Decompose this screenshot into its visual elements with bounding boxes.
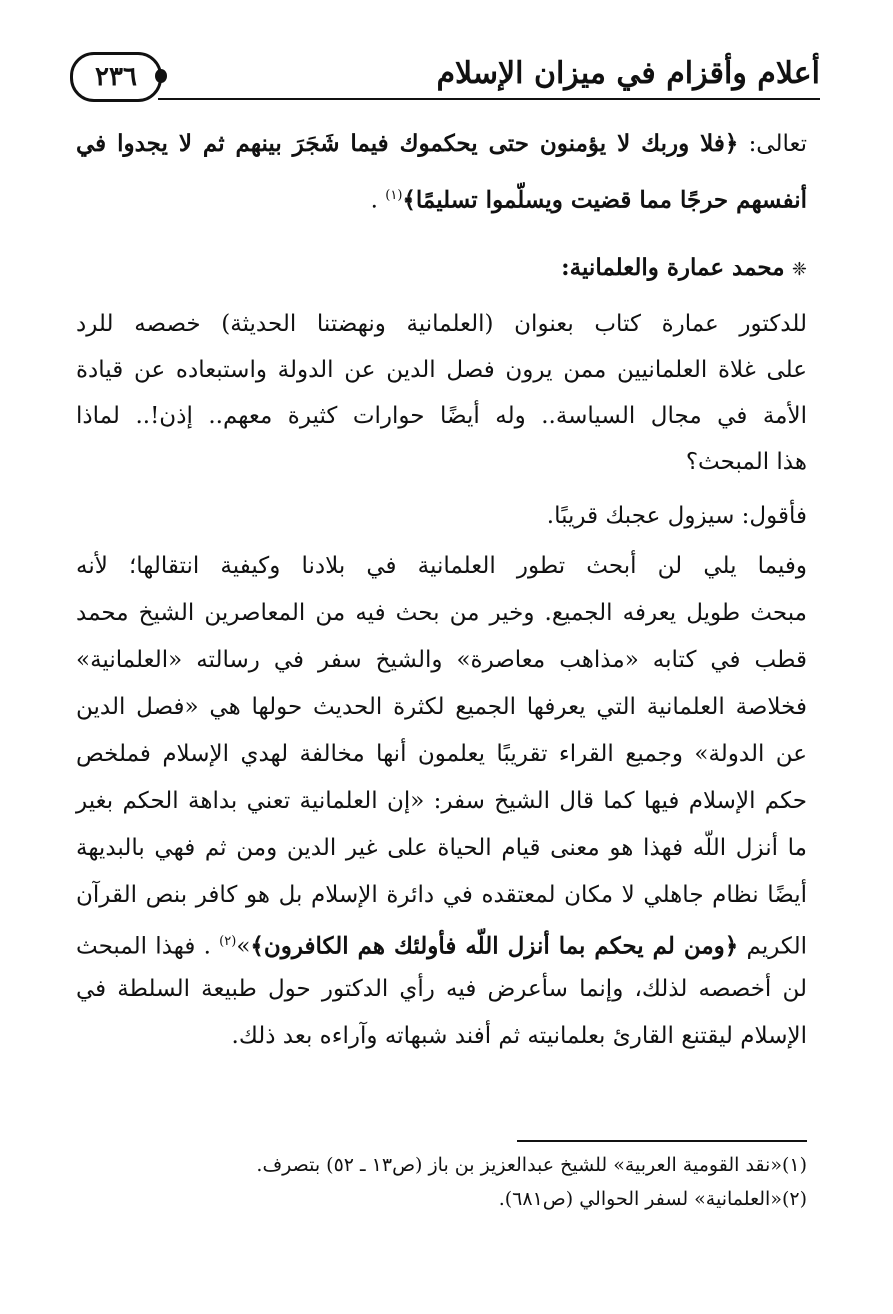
paragraph-1-line-3: الأمة في مجال السياسة.. وله أيضًا حوارات كثيرة معهم.. إذن!.. لماذا (76, 403, 807, 429)
star-icon: ❈ (791, 259, 807, 280)
section-heading (76, 248, 807, 290)
paragraph-3-line-5: عن الدولة» وجميع القراء تقريبًا يعلمون أنها مخالفة لهدي الإسلام فملخص (76, 741, 807, 767)
verse-text-2: أنفسهم حرجًا مما قضيت ويسلّموا تسليمًا﴾ (402, 186, 807, 214)
verse-end: . (370, 187, 378, 214)
paragraph-1-line-1: للدكتور عمارة كتاب بعنوان (العلمانية ونهضتنا الحديثة) خصصه للرد (76, 311, 807, 337)
page-number: ٢٣٦ (95, 62, 137, 92)
verse-text-1: ﴿فلا وربك لا يؤمنون حتى يحكموك فيما شَجَرَ بينهم ثم لا يجدوا في (76, 130, 739, 157)
footnote-1: (١)«نقد القومية العربية» للشيخ عبدالعزيز بن باز (ص١٣ ـ ٥٢) بتصرف. (256, 1154, 807, 1176)
verse-intro: تعالى: (748, 131, 807, 157)
paragraph-3-line-6: حكم الإسلام فيها كما قال الشيخ سفر: «إن العلمانية تعني بداهة الحكم بغير (76, 788, 807, 814)
quote-close: » (236, 933, 251, 960)
paragraph-3-line-10: لن أخصصه لذلك، وإنما سأعرض فيه رأي الدكتور حول طبيعة السلطة في (76, 976, 807, 1002)
header-rule (158, 98, 820, 100)
paragraph-3-line-11: الإسلام ليقتنع القارئ بعلمانيته ثم أفند شبهاته وآراءه بعد ذلك. (231, 1023, 807, 1049)
verse-line-1 (76, 124, 807, 164)
paragraph-3-line-2: مبحث طويل يعرفه الجميع. وخير من بحث فيه من المعاصرين الشيخ محمد (76, 600, 807, 626)
paragraph-2: فأقول: سيزول عجبك قريبًا. (546, 503, 807, 529)
line-9-end: . فهذا المبحث (76, 933, 211, 960)
footnote-ref-2: (٢) (219, 934, 237, 949)
book-title: أعلام وأقزام في ميزان الإسلام (436, 56, 820, 91)
heading-text: محمد عمارة والعلمانية: (561, 254, 785, 281)
paragraph-1-line-2: على غلاة العلمانيين ممن يرون فصل الدين عن الدولة واستبعاده عن قيادة (76, 357, 807, 383)
line-9-start: الكريم (746, 933, 808, 960)
footnote-ref-1: (١) (385, 188, 403, 203)
paragraph-3-line-8: أيضًا نظام جاهلي لا مكان لمعتقده في دائرة الإسلام بل هو كافر بنص القرآن (76, 882, 807, 908)
footnote-2: (٢)«العلمانية» لسفر الحوالي (ص٦٨١). (498, 1188, 807, 1210)
page-number-frame (70, 52, 162, 102)
paragraph-3-line-4: فخلاصة العلمانية التي يعرفها الجميع لكثرة الحديث حولها هي «فصل الدين (76, 694, 807, 720)
verse-line-2 (76, 176, 807, 221)
paragraph-3-line-1: وفيما يلي لن أبحث تطور العلمانية في بلادنا وكيفية انتقالها؛ لأنه (76, 553, 807, 579)
paragraph-3-line-3: قطب في كتابه «مذاهب معاصرة» والشيخ سفر في رسالته «العلمانية» (76, 647, 807, 673)
paragraph-1-line-4: هذا المبحث؟ (685, 449, 807, 475)
paragraph-3-line-7: ما أنزل اللّه فهذا هو معنى قيام الحياة على غير الدين ومن ثم فهي بالبديهة (76, 835, 807, 861)
footnote-rule (517, 1140, 807, 1142)
quran-verse: ﴿ومن لم يحكم بما أنزل اللّه فأولئك هم الكافرون﴾ (250, 932, 739, 960)
paragraph-3-line-9 (76, 922, 807, 967)
page-header (70, 48, 820, 108)
